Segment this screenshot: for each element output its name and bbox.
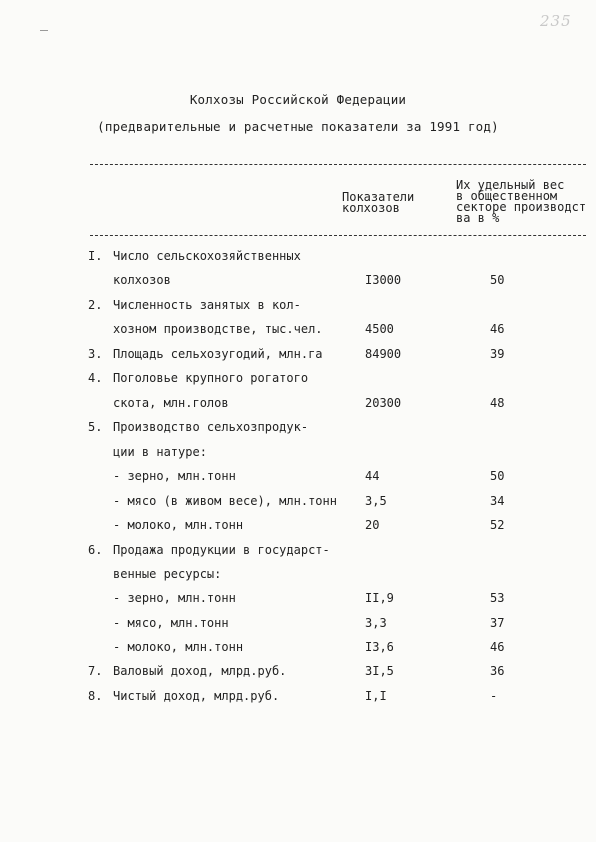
row-number: I. xyxy=(88,249,103,263)
document-title: Колхозы Российской Федерации xyxy=(189,92,407,107)
row-share: 52 xyxy=(490,518,505,532)
row-label: Валовый доход, млрд.руб. xyxy=(113,664,287,678)
row-value: 3I,5 xyxy=(365,664,394,678)
table-row xyxy=(0,664,596,684)
row-label: скота, млн.голов xyxy=(113,396,229,410)
row-label: хозном производстве, тыс.чел. xyxy=(113,322,323,336)
row-label: ции в натуре: xyxy=(113,445,207,459)
table-row xyxy=(0,494,596,514)
row-share: 48 xyxy=(490,396,505,410)
row-number: 4. xyxy=(88,371,103,385)
row-value: I3000 xyxy=(365,273,402,287)
row-value: I3,6 xyxy=(365,640,394,654)
row-share: 50 xyxy=(490,273,505,287)
row-value: I,I xyxy=(365,689,387,703)
row-value: 4500 xyxy=(365,322,394,336)
table-row xyxy=(0,567,596,587)
row-value: 44 xyxy=(365,469,380,483)
table-row xyxy=(0,640,596,660)
row-label: - зерно, млн.тонн xyxy=(113,591,236,605)
table-top-rule xyxy=(90,164,586,165)
row-label: - молоко, млн.тонн xyxy=(113,518,244,532)
row-share: - xyxy=(490,689,498,703)
page-number: 235 xyxy=(540,12,572,30)
table-row xyxy=(0,420,596,440)
row-value: II,9 xyxy=(365,591,394,605)
row-share: 53 xyxy=(490,591,505,605)
scan-mark xyxy=(40,30,48,31)
table-row xyxy=(0,543,596,563)
column-header-share: Их удельный вес в общественном секторе производст ва в % xyxy=(456,178,587,225)
row-label: Чистый доход, млрд.руб. xyxy=(113,689,280,703)
row-share: 46 xyxy=(490,640,505,654)
row-share: 39 xyxy=(490,347,505,361)
row-label: Поголовье крупного рогатого xyxy=(113,371,309,385)
table-row xyxy=(0,689,596,709)
row-label: Производство сельхозпродук- xyxy=(113,420,309,434)
table-row xyxy=(0,371,596,391)
row-label: Продажа продукции в государст- xyxy=(113,543,330,557)
table-row xyxy=(0,396,596,416)
row-value: 84900 xyxy=(365,347,402,361)
row-number: 2. xyxy=(88,298,103,312)
row-label: Площадь сельхозугодий, млн.га xyxy=(113,347,323,361)
row-label: венные ресурсы: xyxy=(113,567,222,581)
row-share: 50 xyxy=(490,469,505,483)
row-number: 6. xyxy=(88,543,103,557)
table-row xyxy=(0,469,596,489)
table-row xyxy=(0,322,596,342)
row-number: 8. xyxy=(88,689,103,703)
document-subtitle: (предварительные и расчетные показатели за 1991 год) xyxy=(97,119,499,134)
row-value: 3,3 xyxy=(365,616,387,630)
row-number: 5. xyxy=(88,420,103,434)
row-label: - мясо, млн.тонн xyxy=(113,616,229,630)
row-value: 3,5 xyxy=(365,494,387,508)
row-number: 7. xyxy=(88,664,103,678)
table-row xyxy=(0,591,596,611)
row-value: 20300 xyxy=(365,396,402,410)
column-header-indicators: Показатели колхозов xyxy=(342,190,415,215)
row-label: - зерно, млн.тонн xyxy=(113,469,236,483)
table-row xyxy=(0,616,596,636)
table-row xyxy=(0,518,596,538)
row-label: Численность занятых в кол- xyxy=(113,298,301,312)
table-header-rule xyxy=(90,235,586,236)
row-share: 34 xyxy=(490,494,505,508)
row-share: 36 xyxy=(490,664,505,678)
row-value: 20 xyxy=(365,518,380,532)
table-row xyxy=(0,273,596,293)
row-share: 46 xyxy=(490,322,505,336)
table-row xyxy=(0,249,596,269)
row-label: колхозов xyxy=(113,273,171,287)
table-row xyxy=(0,445,596,465)
row-share: 37 xyxy=(490,616,505,630)
row-number: 3. xyxy=(88,347,103,361)
row-label: - мясо (в живом весе), млн.тонн xyxy=(113,494,337,508)
table-row xyxy=(0,298,596,318)
table-row xyxy=(0,347,596,367)
row-label: - молоко, млн.тонн xyxy=(113,640,244,654)
row-label: Число сельскохозяйственных xyxy=(113,249,301,263)
